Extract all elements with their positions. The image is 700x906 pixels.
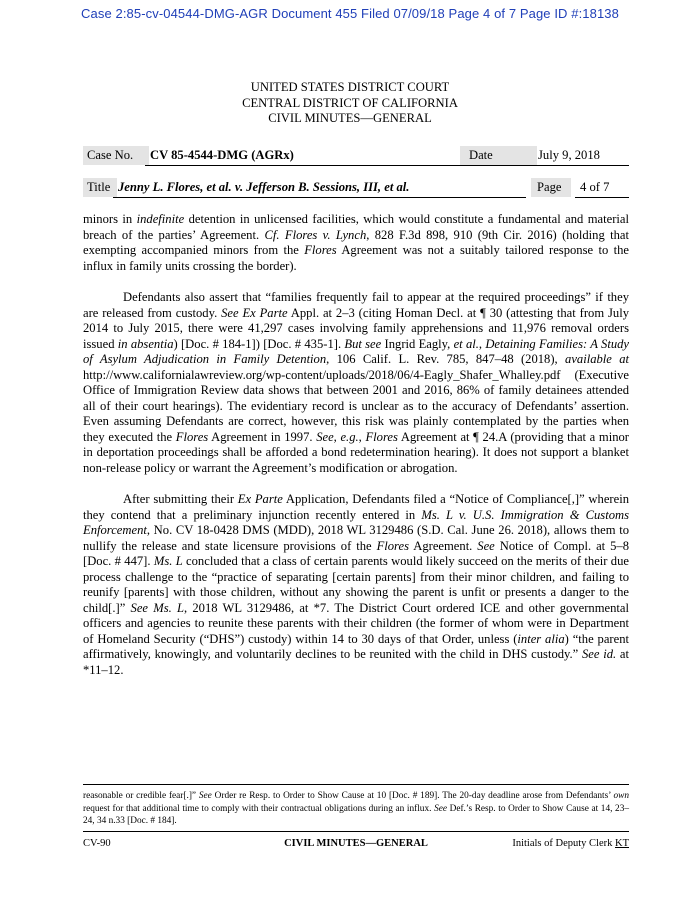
court-district: CENTRAL DISTRICT OF CALIFORNIA <box>242 95 458 110</box>
clerk-initials <box>512 838 629 849</box>
title-value: Jenny L. Flores, et al. v. Jefferson B. Sessions, III, et al. <box>113 178 526 198</box>
page-value: 4 of 7 <box>575 178 629 198</box>
footer-title: CIVIL MINUTES—GENERAL <box>284 838 428 849</box>
title-label: Title <box>83 178 117 197</box>
form-number: CV-90 <box>83 838 111 849</box>
paragraph-2: Defendants also assert that “families frequently fail to appear at the required proceedings” if they are released from custody. See Ex Parte Appl. at 2–3 (citing Homan Decl. at ¶ 30 (attesting that from July 2014 to July 2015, there were 41,297 cases involving family apprehensions and 11,976 removal orders issued in absentia) [Doc. # 184-1]) [Doc. # 435-1]. But see Ingrid Eagly, et al., Detaining Families: A Study of Asylum Adjudication in Family Detention, 106 Calif. L. Rev. 785, 847–48 (2018), available at http://www.californialawreview.org/wp-content/uploads/2018/06/4-Eagly_Shafer_Whalley.pdf (Executive Office of Immigration Review data shows that between 2001 and 2016, 86% of family detainees attended all of their court hearings). The evidentiary record is unclear as to the accuracy of Defendants’ assertion. Even assuming Defendants are correct, however, this risk was plainly contemplated by the parties when they executed the Flores Agreement in 1997. See, e.g., Flores Agreement at ¶ 24.A (providing that a minor in deportation proceedings shall be afforded a bond redetermination hearing). It does not support a blanket non-release policy or warrant the Agreement’s modification or abrogation. <box>83 290 630 475</box>
footnote-divider <box>83 784 629 785</box>
initials-label: Initials of Deputy Clerk <box>512 838 615 849</box>
footnote: reasonable or credible fear[.]” See Order re Resp. to Order to Show Cause at 10 [Doc. # 189]. The 20-day deadline arose from Defendants’ own request for that additional time to comply with their contractual obligations during an influx. See Def.’s Resp. to Order to Show Cause at 14, 23–24, 34 n.33 [Doc. # 184]. <box>83 791 629 827</box>
case-no-label: Case No. <box>83 146 149 165</box>
body-text <box>83 212 629 694</box>
paragraph-3: After submitting their Ex Parte Application, Defendants filed a “Notice of Compliance[,]” wherein they contend that a preliminary injunction recently entered in Ms. L v. U.S. Immigration & Customs Enforcement, No. CV 18-0428 DMS (MDD), 2018 WL 3129486 (S.D. Cal. June 26. 2018), allows them to nullify the release and state licensure provisions of the Flores Agreement. See Notice of Compl. at 5–8 [Doc. # 447]. Ms. L concluded that a class of certain parents would likely succeed on the merits of their due process challenge to the “practice of separating [certain parents] from their minor children, and failing to reunify [parents] with those children, without any showing the parent is unfit or presents a danger to the child[.]” See Ms. L, 2018 WL 3129486, at *7. The District Court ordered ICE and other governmental officers and agencies to reunite these parents with their children (the former of whom were in Department of Homeland Security (“DHS”) custody) within 14 to 30 days of that Order, unless (inter alia) “the parent affirmatively, knowingly, and voluntarily declines to be reunited with the child in DHS custody.” See id. at *11–12. <box>83 492 630 677</box>
page-label: Page <box>531 178 571 197</box>
minutes-type: CIVIL MINUTES—GENERAL <box>268 111 432 125</box>
page-footer <box>83 838 629 852</box>
date-value: July 9, 2018 <box>533 146 629 166</box>
filing-stamp: Case 2:85-cv-04544-DMG-AGR Document 455 Filed 07/09/18 Page 4 of 7 Page ID #:18138 <box>81 6 619 21</box>
paragraph-1: minors in indefinite detention in unlicensed facilities, which would constitute a fundamental and material breach of the parties’ Agreement. Cf. Flores v. Lynch, 828 F.3d 898, 910 (9th Cir. 2016) (holding that exempting accompanied minors from the Flores Agreement was not a suitably tailored response to the influx in family units crossing the border). <box>83 212 630 273</box>
date-label: Date <box>460 146 537 165</box>
title-row <box>83 178 629 198</box>
case-number-row <box>83 146 629 166</box>
footer-divider <box>83 831 629 832</box>
initials-value: KT <box>615 838 629 849</box>
court-caption <box>0 80 700 127</box>
case-no-value: CV 85-4544-DMG (AGRx) <box>145 146 533 166</box>
court-name: UNITED STATES DISTRICT COURT <box>250 80 450 94</box>
